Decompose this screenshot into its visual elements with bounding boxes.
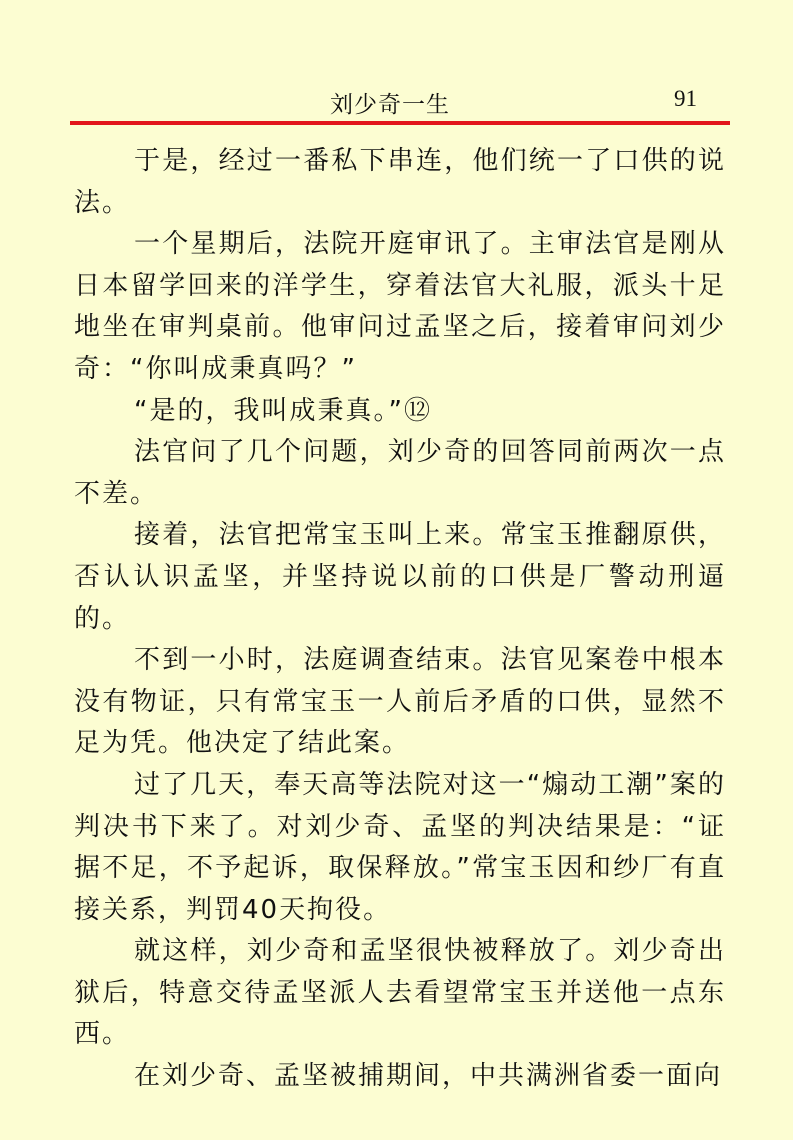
page-header — [0, 0, 793, 130]
page-number: 91 — [674, 86, 697, 111]
paragraph: 于是，经过一番私下串连，他们统一了口供的说法。 — [74, 146, 726, 218]
paragraph: 在刘少奇、孟坚被捕期间，中共满洲省委一面向 — [134, 1061, 723, 1092]
paragraph: 就这样，刘少奇和孟坚很快被释放了。刘少奇出狱后，特意交待孟坚派人去看望常宝玉并送他一点东西。 — [74, 936, 726, 1050]
paragraph: 不到一小时，法庭调查结束。法官见案卷中根本没有物证，只有常宝玉一人前后矛盾的口供，显然不足为凭。他决定了结此案。 — [74, 645, 726, 759]
paragraph: 一个星期后，法院开庭审讯了。主审法官是刚从日本留学回来的洋学生，穿着法官大礼服，派头十足地坐在审判桌前。他审问过孟坚之后，接着审问刘少奇：“你叫成秉真吗？” — [74, 229, 726, 384]
body-text — [74, 141, 726, 1098]
paragraph: 过了几天，奉天高等法院对这一“煽动工潮”案的判决书下来了。对刘少奇、孟坚的判决结果是：“证据不足，不予起诉，取保释放。”常宝玉因和纱厂有直接关系，判罚40天拘役。 — [74, 769, 726, 925]
paragraph: 接着，法官把常宝玉叫上来。常宝玉推翻原供，否认认识孟坚，并坚持说以前的口供是厂警动刑逼的。 — [74, 520, 726, 634]
paragraph: “是的，我叫成秉真。”⑫ — [134, 395, 432, 426]
paragraph: 法官问了几个问题，刘少奇的回答同前两次一点不差。 — [74, 437, 726, 509]
running-title: 刘少奇一生 — [330, 92, 450, 118]
header-rule — [70, 121, 730, 125]
